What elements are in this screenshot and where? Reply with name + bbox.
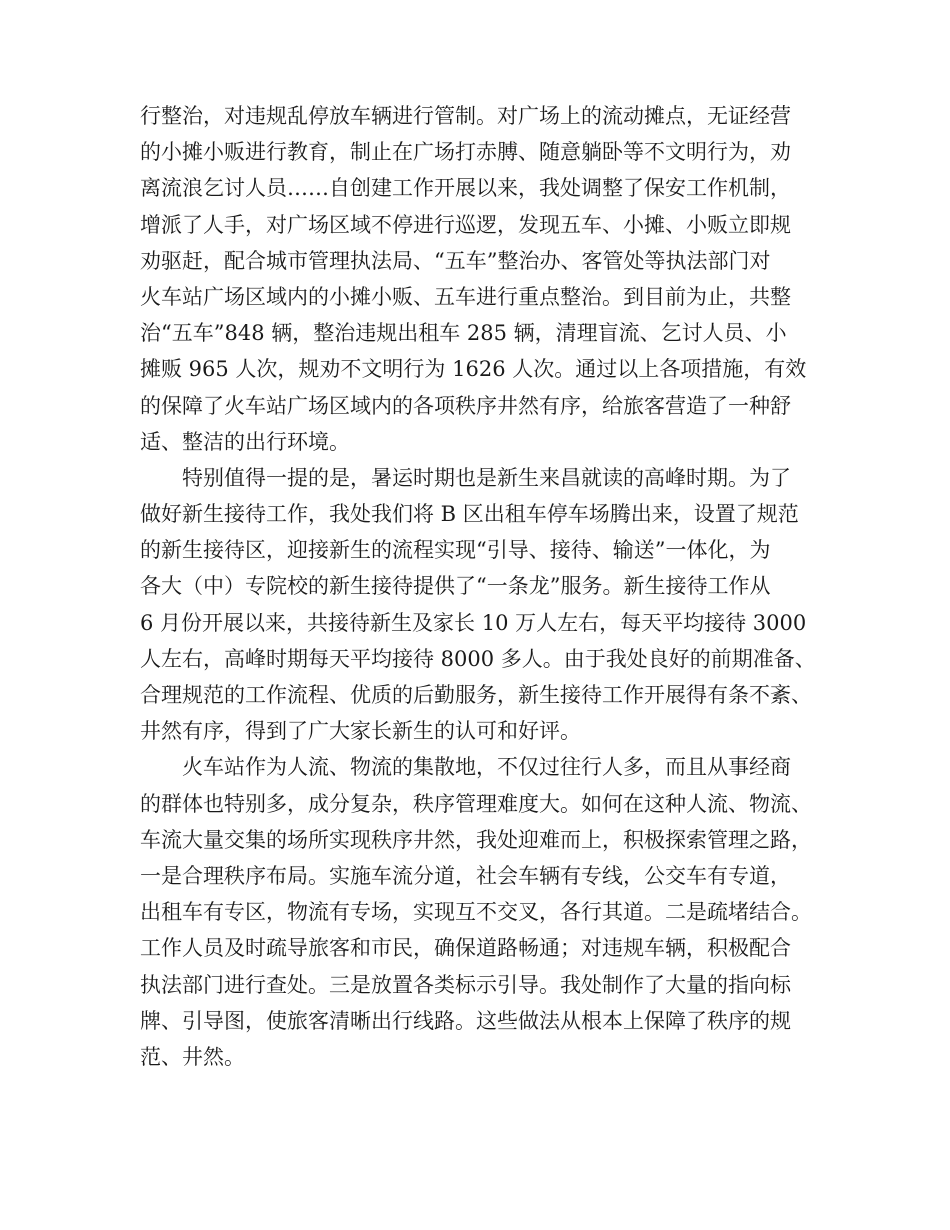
text-line: 行整治，对违规乱停放车辆进行管制。对广场上的流动摊点，无证经营 [140,104,791,128]
text-line: 做好新生接待工作，我处我们将 B 区出租车停车场腾出来，设置了规范 [140,502,799,527]
document-body [140,98,832,1075]
text-line: 离流浪乞讨人员……自创建工作开展以来，我处调整了保安工作机制， [140,176,791,201]
text-line: 的小摊小贩进行教育，制止在广场打赤膊、随意躺卧等不文明行为，劝 [140,140,791,165]
text-line: 牌、引导图，使旅客清晰出行线路。这些做法从根本上保障了秩序的规 [140,1008,791,1033]
text-line: 出租车有专区，物流有专场，实现互不交叉，各行其道。二是疏堵结合。 [140,900,812,925]
text-line: 适、整洁的出行环境。 [140,429,350,454]
text-line: 的新生接待区，迎接新生的流程实现“引导、接待、输送”一体化，为 [140,538,771,563]
text-line: 范、井然。 [140,1044,245,1069]
text-line: 6 月份开展以来，共接待新生及家长 10 万人左右，每天平均接待 3000 [140,610,807,635]
text-line: 的保障了火车站广场区域内的各项秩序井然有序，给旅客营造了一种舒 [140,393,791,418]
text-line-first: 火车站作为人流、物流的集散地，不仅过往行人多，而且从事经商 [182,755,791,780]
text-line: 火车站广场区域内的小摊小贩、五车进行重点整治。到目前为止，共整 [140,284,791,309]
text-line: 一是合理秩序布局。实施车流分道，社会车辆有专线，公交车有专道， [140,863,791,888]
text-line: 井然有序，得到了广大家长新生的认可和好评。 [140,719,581,744]
text-line: 增派了人手，对广场区域不停进行巡逻，发现五车、小摊、小贩立即规 [140,212,791,237]
text-line: 的群体也特别多，成分复杂，秩序管理难度大。如何在这种人流、物流、 [140,791,812,816]
text-line: 治“五车”848 辆，整治违规出租车 285 辆，清理盲流、乞讨人员、小 [140,321,787,346]
text-line: 摊贩 965 人次，规劝不文明行为 1626 人次。通过以上各项措施，有效 [140,357,807,382]
paragraph-2 [140,460,832,750]
text-line: 工作人员及时疏导旅客和市民，确保道路畅通；对违规车辆，积极配合 [140,936,791,961]
paragraph-3 [140,749,832,1075]
text-line: 合理规范的工作流程、优质的后勤服务，新生接待工作开展得有条不紊、 [140,683,812,707]
text-line: 执法部门进行查处。三是放置各类标示引导。我处制作了大量的指向标 [140,972,791,997]
text-line: 劝驱赶，配合城市管理执法局、“五车”整治办、客管处等执法部门对 [140,248,771,273]
paragraph-1 [140,98,832,460]
text-line: 人左右，高峰时期每天平均接待 8000 多人。由于我处良好的前期准备、 [140,646,816,671]
text-line-first: 特别值得一提的是，暑运时期也是新生来昌就读的高峰时期。为了 [182,465,791,490]
text-line: 车流大量交集的场所实现秩序井然，我处迎难而上，积极探索管理之路， [140,827,812,852]
text-line: 各大（中）专院校的新生接待提供了“一条龙”服务。新生接待工作从 [140,574,771,599]
